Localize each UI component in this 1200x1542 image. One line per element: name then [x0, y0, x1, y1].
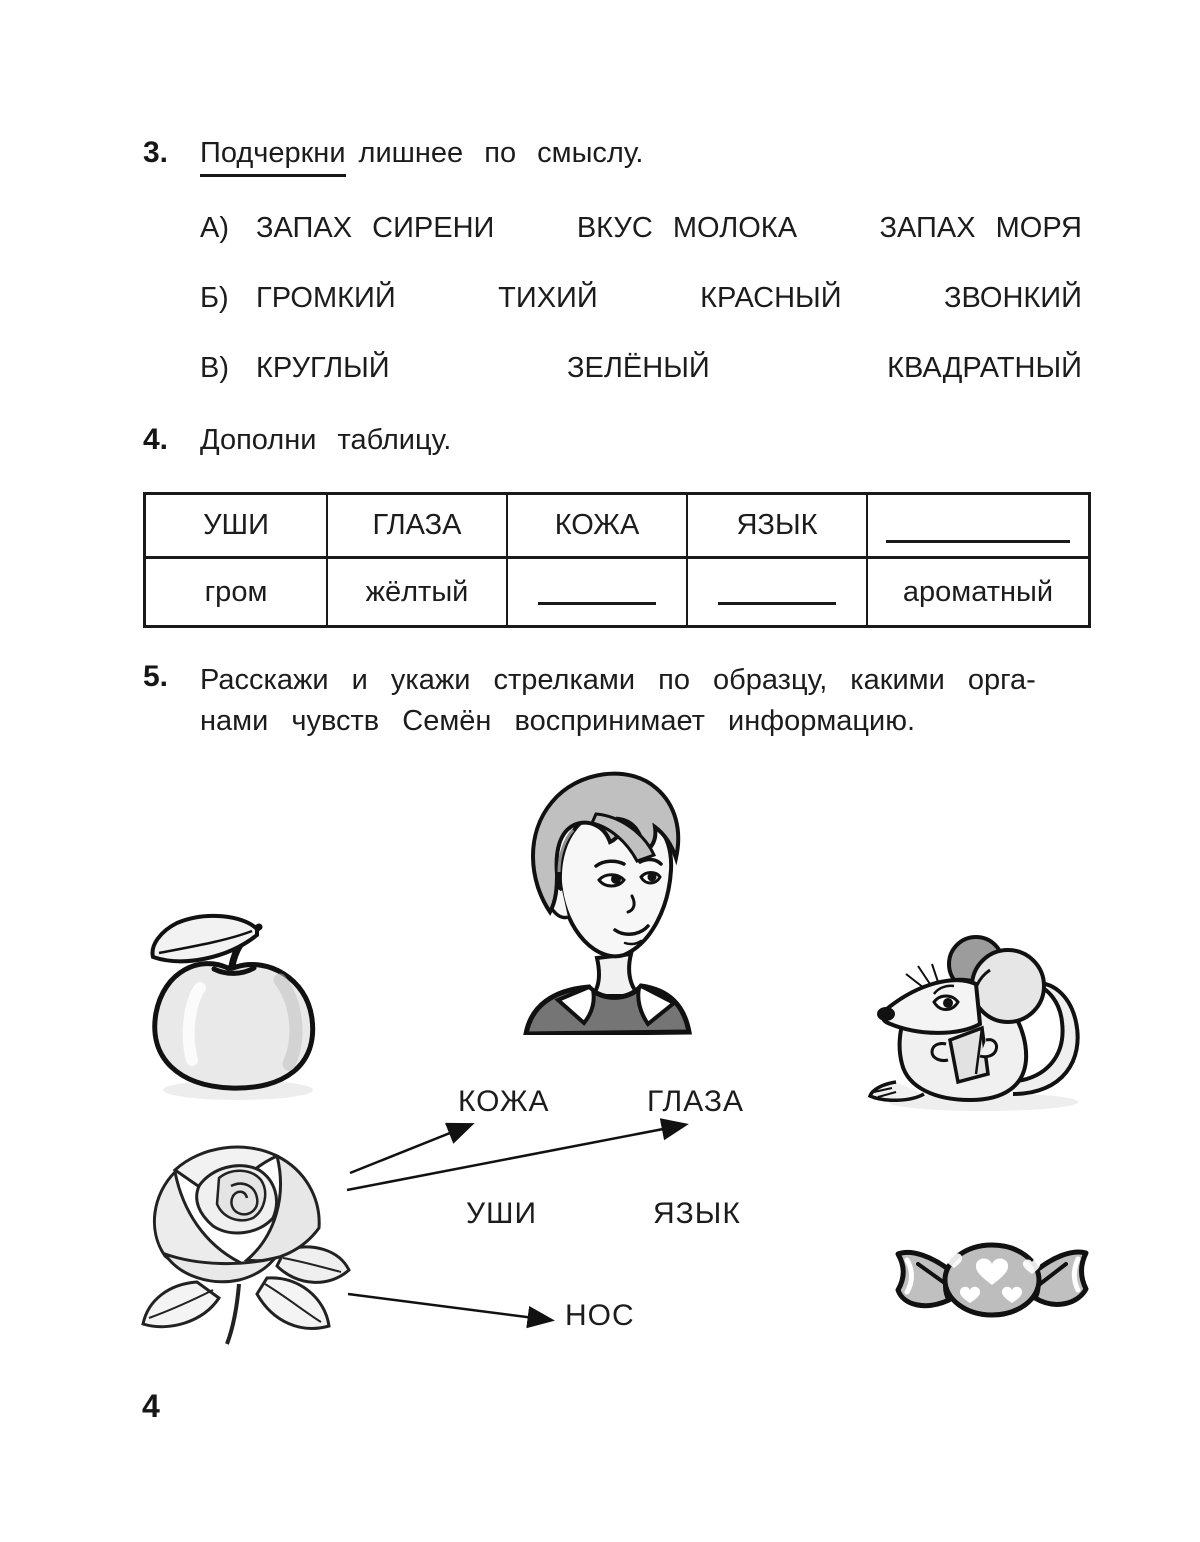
mouse-icon — [858, 922, 1108, 1117]
task5-number: 5. — [143, 660, 169, 693]
row-v-options — [256, 351, 1082, 385]
task5-title-line2: нами чувств Семён воспринимает информацию. — [200, 705, 916, 737]
table-cell: ароматный — [902, 575, 1054, 608]
fill-in-blank — [718, 602, 836, 605]
label-skin: КОЖА — [458, 1085, 550, 1118]
task5-title-line1: Расскажи и укажи стрелками по образцу, какими орга- — [200, 664, 1036, 696]
option-word: ЗЕЛЁНЫЙ — [567, 352, 710, 384]
task4-number: 4. — [143, 423, 169, 456]
table-header-cell: УШИ — [146, 495, 328, 559]
label-tongue: ЯЗЫК — [653, 1197, 741, 1230]
option-word: КВАДРАТНЫЙ — [887, 352, 1082, 384]
fill-in-blank — [886, 540, 1070, 543]
table-header-cell: ГЛАЗА — [328, 495, 508, 559]
row-a-options — [256, 211, 1082, 245]
task4-table — [143, 492, 1091, 628]
table-header-cell: ЯЗЫК — [688, 495, 868, 559]
task4-title: Дополни таблицу. — [200, 424, 452, 456]
candy-icon — [888, 1232, 1098, 1332]
table-header-cell: КОЖА — [508, 495, 688, 559]
rose-icon — [133, 1132, 358, 1350]
task3-title-rest: лишнее по смыслу. — [358, 137, 644, 169]
option-word: КРАСНЫЙ — [700, 282, 842, 314]
arrow-to-eyes — [347, 1125, 684, 1190]
fill-in-blank — [538, 602, 656, 605]
table-cell: гром — [146, 559, 328, 625]
boy-portrait-icon — [498, 760, 703, 1035]
option-word: КРУГЛЫЙ — [256, 352, 390, 384]
arrow-to-skin — [350, 1125, 470, 1173]
table-blank-cell — [508, 559, 688, 625]
option-word: ГРОМКИЙ — [256, 282, 396, 314]
option-word: ТИХИЙ — [498, 282, 598, 314]
task3-row-a — [200, 211, 1082, 245]
task5-title — [200, 660, 1090, 742]
row-v-marker: В) — [200, 352, 229, 384]
label-nose: НОС — [565, 1299, 635, 1332]
task3-title-underlined-word: Подчеркни — [200, 137, 346, 177]
table-blank-cell — [688, 559, 868, 625]
arrow-to-nose — [348, 1294, 550, 1320]
table-header-blank-cell — [868, 495, 1088, 559]
page-number: 4 — [142, 1388, 160, 1424]
option-word: ЗВОНКИЙ — [943, 282, 1082, 314]
apple-icon — [128, 912, 338, 1107]
row-b-options — [256, 281, 1082, 315]
option-word: ЗАПАХ СИРЕНИ — [256, 212, 495, 244]
option-word: ЗАПАХ МОРЯ — [879, 212, 1082, 244]
task3-row-b — [200, 281, 1082, 315]
task3-number: 3. — [143, 136, 169, 169]
table-cell: жёлтый — [328, 559, 508, 625]
task3-row-v — [200, 351, 1082, 385]
row-b-marker: Б) — [200, 282, 229, 314]
row-a-marker: А) — [200, 212, 229, 244]
option-word: ВКУС МОЛОКА — [576, 212, 798, 244]
task3-title — [200, 136, 644, 170]
label-eyes: ГЛАЗА — [647, 1085, 745, 1118]
label-ears: УШИ — [466, 1197, 538, 1230]
